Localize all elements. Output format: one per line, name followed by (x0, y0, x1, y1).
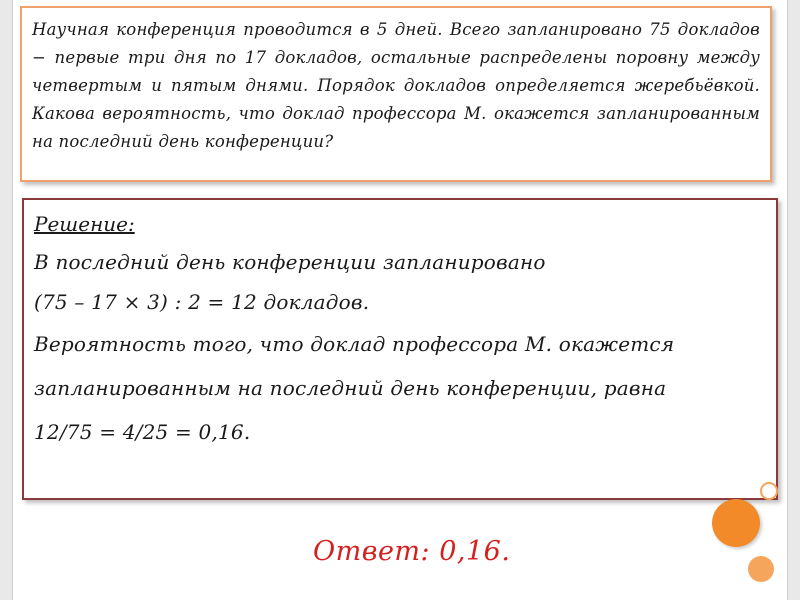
solution-line: В последний день конференции запланировано (34, 250, 546, 274)
solution-box (22, 198, 778, 500)
solution-line: (75 – 17 × 3) : 2 = 12 докладов. (34, 290, 370, 314)
decorative-circle-small (748, 556, 774, 582)
answer-text: Ответ: 0,16. (313, 536, 511, 567)
solution-line: 12/75 = 4/25 = 0,16. (34, 420, 251, 444)
solution-line: запланированным на последний день конференции, равна (34, 376, 667, 400)
problem-box (20, 6, 772, 182)
solution-heading: Решение: (34, 212, 135, 236)
decorative-circle-large (712, 499, 760, 547)
decorative-ring (760, 482, 778, 500)
slide-frame-left (0, 0, 13, 600)
slide-frame-right (787, 0, 800, 600)
problem-statement: Научная конференция проводится в 5 дней. Всего запланировано 75 докладов − первые три дня по 17 докладов, остальные распределены поровну между четвертым и пятым днями. Порядок докладов определяется жеребьёвкой. Какова вероятность, что доклад профессора М. окажется запланированным на последний день конференции? (32, 20, 760, 151)
solution-line: Вероятность того, что доклад профессора М. окажется (34, 332, 675, 356)
